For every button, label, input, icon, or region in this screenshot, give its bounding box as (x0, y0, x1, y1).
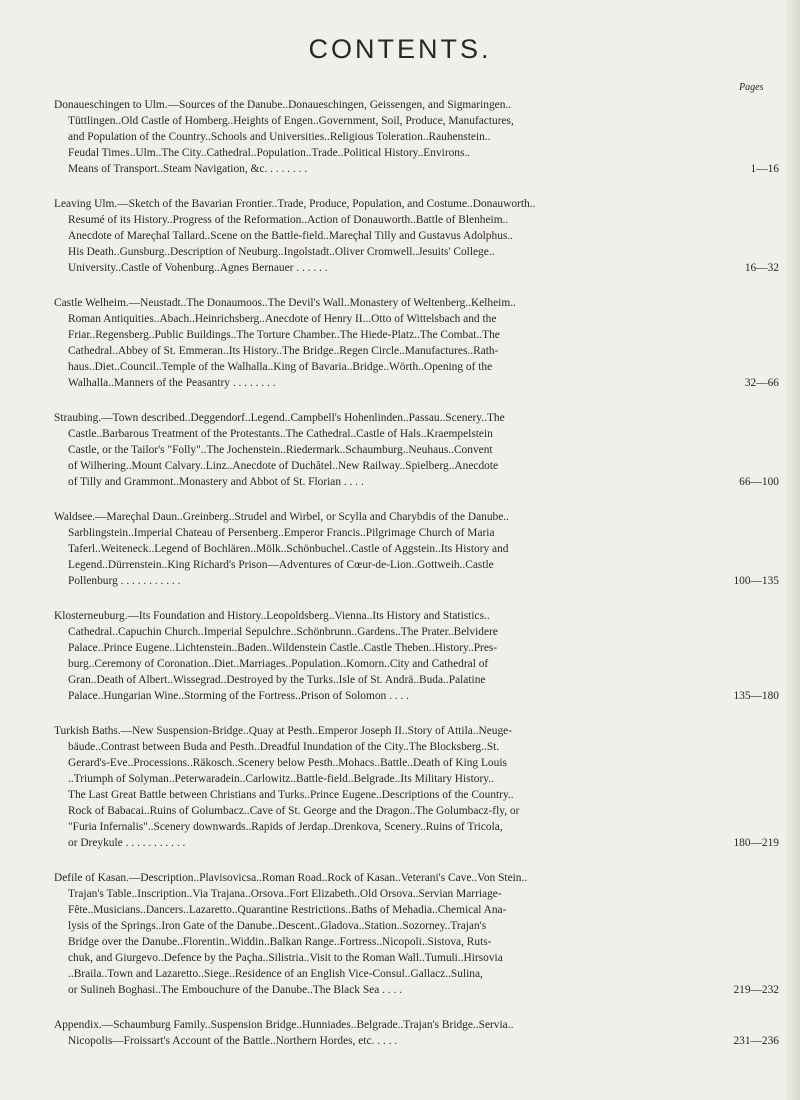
contents-entry (54, 97, 779, 177)
entry-line: Donaueschingen to Ulm.—Sources of the Danube..Donaueschingen, Geissengen, and Sigmaringen.. (54, 99, 512, 111)
entry-line: Fête..Musicians..Dancers..Lazaretto..Quarantine Restrictions..Baths of Mehadia..Chemical Ana- (68, 904, 507, 916)
contents-list (54, 97, 779, 1068)
entry-pages: 100—135 (733, 575, 779, 587)
entry-pages: 219—232 (733, 984, 779, 996)
contents-entry (54, 410, 779, 490)
contents-heading: CONTENTS. (308, 34, 492, 64)
contents-entry (54, 1017, 779, 1049)
entry-line: of Wilhering..Mount Calvary..Linz..Anecdote of Duchâtel..New Railway..Spielberg..Anecdote (68, 460, 499, 472)
contents-entry (54, 509, 779, 589)
entry-line: or Dreykule . . . . . . . . . . . (68, 837, 186, 849)
contents-entry (54, 295, 779, 391)
entry-line: The Last Great Battle between Christians and Turks..Prince Eugene..Descriptions of the Country.. (68, 789, 514, 801)
entry-line: Sarblingstein..Imperial Chateau of Persenberg..Emperor Francis..Pilgrimage Church of Maria (68, 527, 495, 539)
entry-line: His Death..Gunsburg..Description of Neuburg..Ingolstadt..Oliver Cromwell..Jesuits' College.. (68, 246, 495, 258)
entry-line: Means of Transport..Steam Navigation, &c. . . . . . . . (68, 163, 308, 175)
entry-line: Palace..Hungarian Wine..Storming of the Fortress..Prison of Solomon . . . . (68, 690, 410, 702)
entry-line: of Tilly and Grammont..Monastery and Abbot of St. Florian . . . . (68, 476, 364, 488)
entry-line: Leaving Ulm.—Sketch of the Bavarian Frontier..Trade, Produce, Population, and Costume..Donauworth.. (54, 198, 536, 210)
contents-entry (54, 196, 779, 276)
entry-line: Castle Welheim.—Neustadt..The Donaumoos..The Devil's Wall..Monastery of Weltenberg..Kelheim.. (54, 297, 516, 309)
entry-line: Straubing.—Town described..Deggendorf..Legend..Campbell's Hohenlinden..Passau..Scenery..The (54, 412, 505, 424)
entry-line: Roman Antiquities..Abach..Heinrichsberg..Anecdote of Henry II...Otto of Wittelsbach and the (68, 313, 497, 325)
entry-line: Nicopolis—Froissart's Account of the Battle..Northern Hordes, etc. . . . . (68, 1035, 398, 1047)
entry-pages: 231—236 (733, 1035, 779, 1047)
entry-line: Appendix.—Schaumburg Family..Suspension Bridge..Hunniades..Belgrade..Trajan's Bridge..Servia.. (54, 1019, 514, 1031)
entry-line: Klosterneuburg.—Its Foundation and History..Leopoldsberg..Vienna..Its History and Statistics.. (54, 610, 490, 622)
entry-line: Pollenburg . . . . . . . . . . . (68, 575, 181, 587)
entry-line: Feudal Times..Ulm..The City..Cathedral..Population..Trade..Political History..Environs.. (68, 147, 471, 159)
entry-line: Walhalla..Manners of the Peasantry . . . . . . . . (68, 377, 276, 389)
entry-line: Turkish Baths.—New Suspension-Bridge..Quay at Pesth..Emperor Joseph II..Story of Attila..Neuge- (54, 725, 513, 737)
entry-line: lysis of the Springs..Iron Gate of the Danube..Descent..Gladova..Station..Sozorney..Trajan's (68, 920, 487, 932)
entry-pages: 16—32 (744, 262, 779, 274)
entry-line: Anecdote of Mareçhal Tallard..Scene on the Battle-field..Mareçhal Tilly and Gustavus Adolphus.. (68, 230, 514, 242)
contents-entry (54, 723, 779, 851)
entry-line: Waldsee.—Mareçhal Daun..Greinberg..Strudel and Wirbel, or Scylla and Charybdis of the Danube.. (54, 511, 509, 523)
entry-line: ..Triumph of Solyman..Peterwaradein..Carlowitz..Battle-field..Belgrade..Its Military History.. (68, 773, 494, 785)
entry-line: Trajan's Table..Inscription..Via Trajana..Orsova..Fort Elizabeth..Old Orsova..Servian Marriage- (68, 888, 502, 900)
pages-column-label: Pages (739, 82, 764, 93)
entry-line: and Population of the Country..Schools and Universities..Religious Toleration..Rauhenstein.. (68, 131, 491, 143)
entry-line: or Sulineh Boghasi..The Embouchure of the Danube..The Black Sea . . . . (68, 984, 403, 996)
entry-line: University..Castle of Vohenburg..Agnes Bernauer . . . . . . (68, 262, 328, 274)
entry-pages: 1—16 (750, 163, 779, 175)
page-edge (786, 0, 800, 1100)
entry-line: burg..Ceremony of Coronation..Diet..Marriages..Population..Komorn..City and Cathedral of (68, 658, 489, 670)
contents-entry (54, 608, 779, 704)
entry-line: Castle..Barbarous Treatment of the Protestants..The Cathedral..Castle of Hals..Kraempelstein (68, 428, 493, 440)
entry-line: Palace..Prince Eugene..Lichtenstein..Baden..Wildenstein Castle..Castle Theben..History..Pres- (68, 642, 498, 654)
entry-line: ..Braila..Town and Lazaretto..Siege..Residence of an English Vice-Consul..Gallacz..Sulina, (68, 968, 483, 980)
entry-line: Castle, or the Tailor's "Folly"..The Jochenstein..Riedermark..Schaumburg..Neuhaus..Convent (68, 444, 493, 456)
contents-entry (54, 870, 779, 998)
entry-line: Cathedral..Abbey of St. Emmeran..Its History..The Bridge..Regen Circle..Manufactures..Rath- (68, 345, 499, 357)
entry-line: Gerard's-Eve..Processions..Räkosch..Scenery below Pesth..Mohacs..Battle..Death of King Louis (68, 757, 507, 769)
entry-line: Rock of Babacai..Ruins of Golumbacz..Cave of St. George and the Dragon..The Golumbacz-fly, or (68, 805, 520, 817)
entry-pages: 135—180 (733, 690, 779, 702)
entry-line: Cathedral..Capuchin Church..Imperial Sepulchre..Schönbrunn..Gardens..The Prater..Belvidere (68, 626, 498, 638)
entry-line: Friar..Regensberg..Public Buildings..The Torture Chamber..The Hiede-Platz..The Combat..The (68, 329, 500, 341)
entry-line: Resumé of its History..Progress of the Reformation..Action of Donauworth..Battle of Blenheim.. (68, 214, 509, 226)
entry-line: Defile of Kasan.—Description..Plavisovicsa..Roman Road..Rock of Kasan..Veterani's Cave..Von Stein.. (54, 872, 528, 884)
entry-line: chuk, and Giurgevo..Defence by the Paçha..Silistria..Visit to the Roman Wall..Tumuli..Hirsovia (68, 952, 503, 964)
entry-line: Gran..Death of Albert..Wissegrad..Destroyed by the Turks..Isle of St. Andrä..Buda..Palatine (68, 674, 486, 686)
entry-line: bäude..Contrast between Buda and Pesth..Dreadful Inundation of the City..The Blocksberg..St. (68, 741, 500, 753)
entry-line: haus..Diet..Council..Temple of the Walhalla..King of Bavaria..Bridge..Wörth..Opening of the (68, 361, 493, 373)
entry-pages: 32—66 (744, 377, 779, 389)
entry-line: Legend..Dürrenstein..King Richard's Prison—Adventures of Cœur-de-Lion..Gottweih..Castle (68, 559, 494, 571)
entry-line: Taferl..Weiteneck..Legend of Bochlären..Mölk..Schönbuchel..Castle of Aggstein..Its History and (68, 543, 509, 555)
entry-line: Bridge over the Danube..Florentin..Widdin..Balkan Range..Fortress..Nicopoli..Sistova, Ruts- (68, 936, 492, 948)
entry-line: "Furia Infernalis"..Scenery downwards..Rapids of Jerdap..Drenkova, Scenery..Ruins of Tricola, (68, 821, 503, 833)
entry-line: Tüttlingen..Old Castle of Homberg..Heights of Engen..Government, Soil, Produce, Manufactures, (68, 115, 514, 127)
entry-pages: 180—219 (733, 837, 779, 849)
entry-pages: 66—100 (739, 476, 779, 488)
